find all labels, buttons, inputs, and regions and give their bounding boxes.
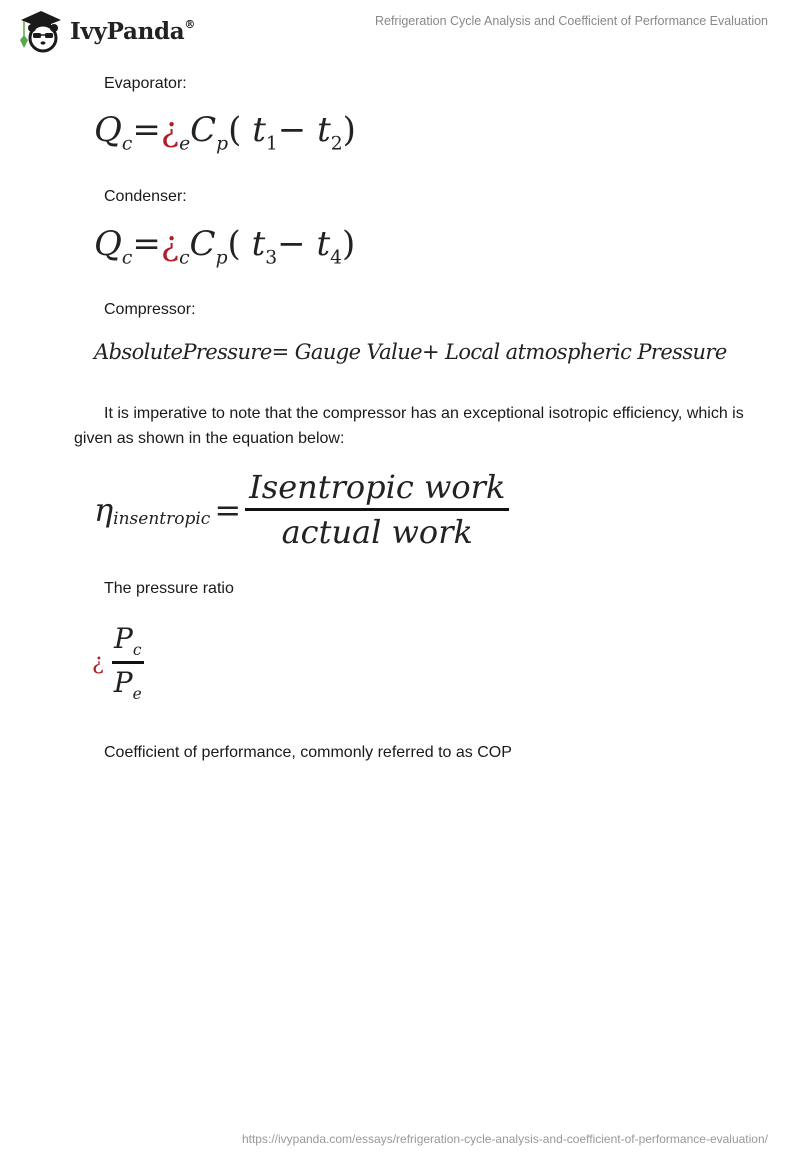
document-title: Refrigeration Cycle Analysis and Coefficient of Performance Evaluation — [374, 14, 768, 28]
compressor-label: Compressor: — [104, 301, 196, 318]
pressure-ratio-equation: ¿ $\frac{P_c}{P_e}$ — [92, 622, 142, 703]
source-url[interactable]: https://ivypanda.com/essays/refrigeration-cycle-analysis-and-coefficient-of-performance-evaluation/ — [241, 1132, 768, 1146]
evaporator-label: Evaporator: — [104, 75, 187, 92]
condenser-label: Condenser: — [104, 188, 187, 205]
condenser-equation: $Q_c=¿_cC_p$( $t_3- t_4$) — [94, 224, 356, 269]
body-paragraph: It is imperative to note that the compressor has an exceptional isotropic efficiency, which is given as shown in the equation below: — [74, 405, 744, 447]
evaporator-equation: $Q_c=¿_eC_p$( $t_1- t_2$) — [94, 110, 356, 155]
logo-text: IvyPanda® — [70, 17, 196, 45]
panda-logo-icon — [18, 8, 64, 54]
isentropic-efficiency-equation: η insentropic = $\frac{\text{Isentropic work}}{\text{actual work}}$ — [94, 468, 509, 551]
pressure-ratio-label: The pressure ratio — [104, 580, 234, 597]
logo[interactable] — [18, 8, 195, 54]
cop-label: Coefficient of performance, commonly referred to as COP — [104, 744, 512, 761]
compressor-equation: AbsolutePressure= Gauge Value+ Local atmospheric Pressure — [94, 340, 727, 364]
